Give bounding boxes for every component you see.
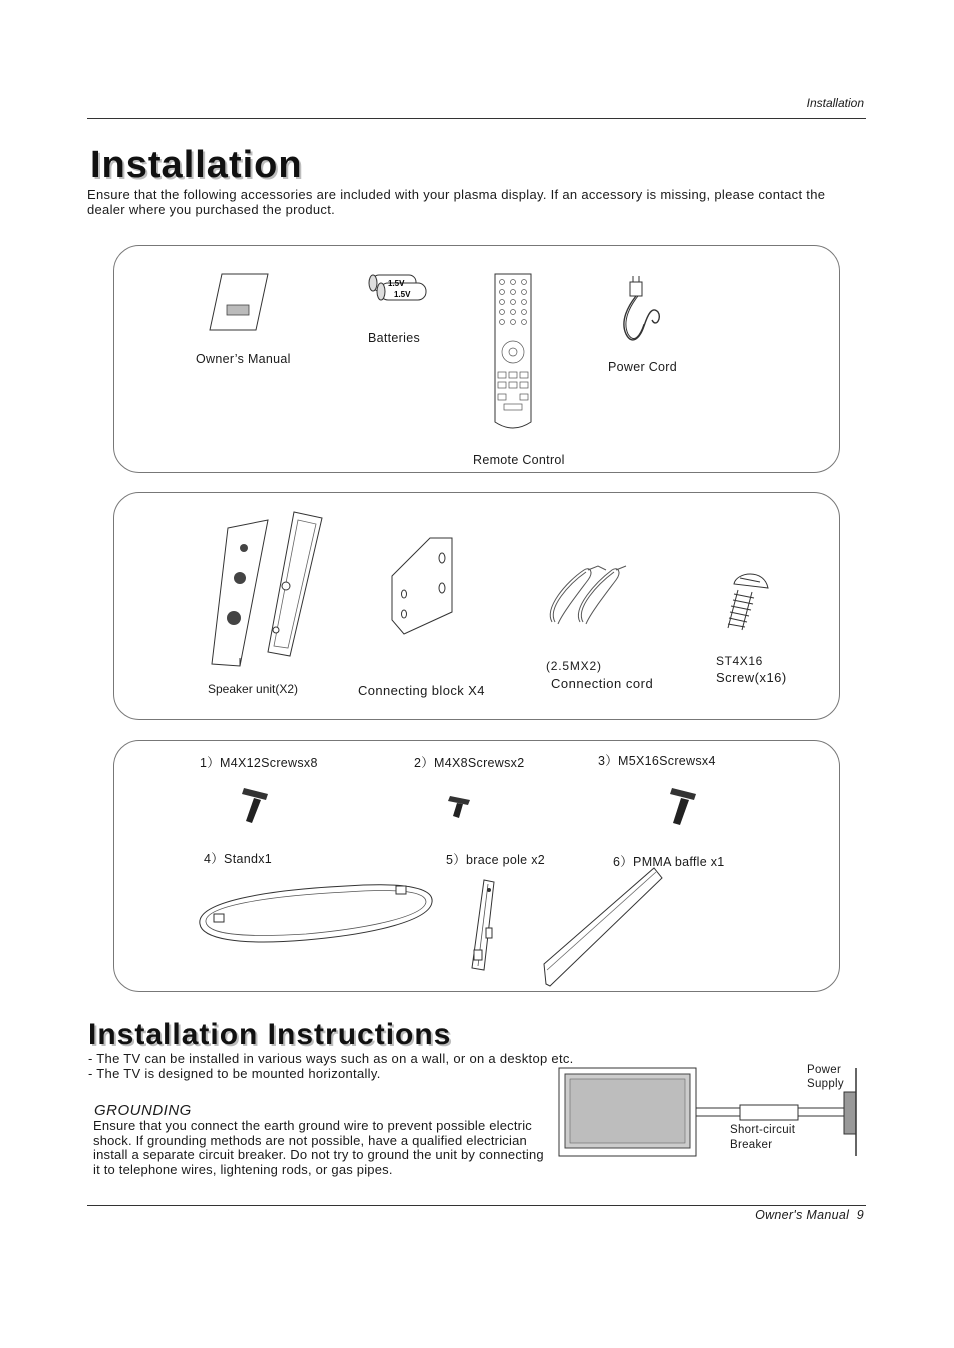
speaker-unit-illustration	[210, 508, 328, 670]
remote-control-illustration	[492, 272, 534, 432]
breaker-line2: Breaker	[730, 1139, 773, 1151]
batteries-illustration	[366, 271, 428, 305]
screw-qty-label: Screw(x16)	[716, 670, 787, 685]
batteries-label: Batteries	[368, 331, 421, 345]
stand-item-5-label: 5）brace pole x2	[446, 853, 546, 867]
intro-text: Ensure that the following accessories are included with your plasma display. If an accessory is missing, please contact the dealer where you purchased the product.	[87, 187, 826, 217]
connection-cord-qty: (2.5MX2)	[546, 659, 602, 673]
power-supply-line1: Power	[807, 1064, 842, 1076]
stand-illustration	[196, 880, 436, 946]
battery-label-1: 1.5V	[388, 279, 405, 288]
footer-manual: Owner's Manual	[755, 1208, 850, 1222]
battery-label-2: 1.5V	[394, 290, 411, 299]
header-rule	[87, 118, 866, 119]
footer-page-number: 9	[856, 1208, 864, 1222]
screw-size-label: ST4X16	[716, 654, 763, 668]
bullet-1: - The TV can be installed in various ways such as on a wall, or on a desktop etc.	[88, 1051, 574, 1066]
m5x16-screw-illustration	[668, 786, 698, 826]
st4x16-screw-illustration	[718, 570, 774, 632]
stand-item-3-label: 3）M5X16Screwsx4	[598, 754, 716, 768]
power-supply-label	[807, 1063, 844, 1091]
stand-item-1-label: 1）M4X12Screwsx8	[200, 756, 318, 770]
connecting-block-illustration	[390, 536, 456, 636]
stand-item-6-label: 6）PMMA baffle x1	[613, 855, 725, 869]
stand-item-4-label: 4）Standx1	[204, 852, 273, 866]
grounding-heading: GROUNDING	[94, 1102, 192, 1119]
footer	[755, 1208, 864, 1222]
header-section-label: Installation	[806, 96, 864, 110]
power-supply-line2: Supply	[807, 1078, 844, 1090]
power-supply-block	[844, 1092, 856, 1134]
m4x8-screw-illustration	[448, 794, 472, 820]
instructions-title: Installation Instructions	[88, 1018, 452, 1051]
m4x12-screw-illustration	[240, 786, 272, 824]
owners-manual-illustration	[210, 272, 270, 334]
page-title: Installation	[90, 144, 303, 186]
power-cord-label: Power Cord	[608, 360, 677, 374]
instructions-bullets	[88, 1051, 574, 1081]
connection-cord-illustration	[546, 564, 630, 628]
speaker-unit-label: Speaker unit(X2)	[208, 682, 299, 696]
connecting-block-label: Connecting block X4	[358, 683, 485, 698]
breaker-line1: Short-circuit	[730, 1124, 796, 1136]
breaker-label	[730, 1123, 795, 1153]
footer-rule	[87, 1205, 866, 1206]
brace-pole-illustration	[466, 876, 500, 974]
grounding-text: Ensure that you connect the earth ground wire to prevent possible electric shock. If grounding methods are not possible, have a qualified electrician install a separate circuit breaker. Do not try to ground the unit by connecting it to telephone wires, lightening rods, or gas pipes.	[93, 1118, 544, 1177]
power-cord-illustration	[618, 276, 664, 346]
owners-manual-label: Owner’s Manual	[196, 352, 291, 366]
stand-item-2-label: 2）M4X8Screwsx2	[414, 756, 525, 770]
bullet-2: - The TV is designed to be mounted horizontally.	[88, 1066, 381, 1081]
breaker-box	[740, 1105, 798, 1120]
pmma-baffle-illustration	[540, 866, 664, 990]
connection-cord-label: Connection cord	[551, 676, 654, 691]
remote-control-label: Remote Control	[473, 453, 565, 467]
